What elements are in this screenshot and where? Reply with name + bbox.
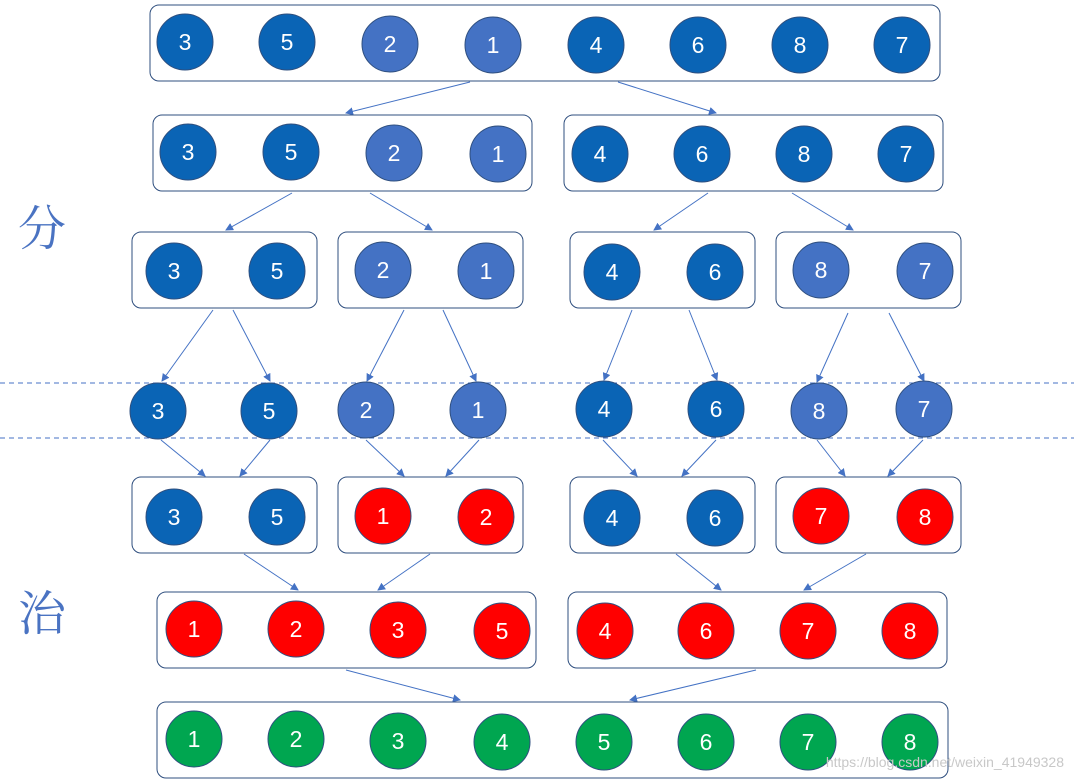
row-5-node-7 — [793, 488, 849, 544]
arrow-1 — [346, 82, 470, 113]
node-value: 8 — [812, 398, 826, 424]
row-5-node-1 — [355, 488, 411, 544]
node-value: 4 — [597, 396, 611, 422]
row-3-node-8 — [793, 242, 849, 298]
node-value: 3 — [167, 504, 181, 530]
node-value: 6 — [699, 618, 713, 644]
node-value: 3 — [151, 398, 165, 424]
arrow-2 — [618, 82, 716, 113]
arrow-18 — [446, 440, 479, 476]
row-4-node-1 — [450, 382, 506, 438]
node-value: 8 — [797, 141, 811, 167]
arrow-13 — [817, 313, 848, 382]
node-value: 1 — [486, 32, 500, 58]
node-value: 3 — [181, 139, 195, 165]
row-2-node-6 — [674, 126, 730, 182]
row-6-node-5 — [474, 603, 530, 659]
arrow-20 — [682, 440, 716, 476]
row-1-node-3 — [157, 14, 213, 70]
row-2-node-7 — [878, 126, 934, 182]
row-2-node-8 — [776, 126, 832, 182]
row-6-node-2 — [268, 601, 324, 657]
arrow-24 — [378, 554, 430, 590]
row-6-node-3 — [370, 602, 426, 658]
row-5-node-8 — [897, 489, 953, 545]
row-6-node-1 — [166, 601, 222, 657]
node-value: 1 — [187, 726, 201, 752]
row-3-node-3 — [146, 243, 202, 299]
row-1-node-6 — [670, 17, 726, 73]
conquer-label: 治 — [18, 586, 67, 642]
arrow-19 — [603, 440, 637, 476]
row-3-node-2 — [355, 242, 411, 298]
arrow-10 — [443, 310, 476, 381]
node-value: 7 — [814, 503, 828, 529]
arrow-6 — [792, 193, 853, 230]
node-value: 5 — [597, 729, 611, 755]
row-3-node-5 — [249, 243, 305, 299]
watermark-text: https://blog.csdn.net/weixin_41949328 — [825, 754, 1064, 770]
node-value: 8 — [814, 257, 828, 283]
row-6-node-8 — [882, 603, 938, 659]
node-value: 6 — [695, 141, 709, 167]
node-value: 3 — [178, 29, 192, 55]
node-value: 4 — [495, 729, 509, 755]
row-4-node-6 — [688, 381, 744, 437]
node-value: 6 — [691, 32, 705, 58]
node-value: 2 — [289, 726, 303, 752]
node-value: 3 — [167, 258, 181, 284]
row-7-node-1 — [166, 711, 222, 767]
node-value: 4 — [605, 259, 619, 285]
node-value: 2 — [383, 31, 397, 57]
node-value: 7 — [918, 258, 932, 284]
row-4-node-4 — [576, 381, 632, 437]
node-value: 5 — [495, 618, 509, 644]
node-value: 6 — [708, 505, 722, 531]
node-value: 4 — [589, 32, 603, 58]
arrow-28 — [630, 670, 756, 700]
node-value: 5 — [270, 258, 284, 284]
node-value: 5 — [270, 504, 284, 530]
row-3-node-7 — [897, 243, 953, 299]
row-6-node-4 — [577, 603, 633, 659]
node-value: 2 — [359, 397, 373, 423]
row-2-node-3 — [160, 124, 216, 180]
row-1-node-5 — [259, 14, 315, 70]
row-5-node-2 — [458, 489, 514, 545]
row-7-node-5 — [576, 714, 632, 770]
row-4-node-8 — [791, 383, 847, 439]
node-value: 3 — [391, 617, 405, 643]
node-value: 4 — [605, 505, 619, 531]
node-value: 8 — [918, 504, 932, 530]
node-value: 2 — [289, 616, 303, 642]
arrow-16 — [240, 440, 270, 476]
arrow-14 — [889, 313, 924, 381]
row-6-node-7 — [780, 603, 836, 659]
row-2-node-5 — [263, 124, 319, 180]
row-4-node-7 — [896, 381, 952, 437]
node-value: 5 — [284, 139, 298, 165]
row-2-node-1 — [470, 126, 526, 182]
row-7-node-3 — [370, 713, 426, 769]
row-1-node-1 — [465, 17, 521, 73]
arrow-12 — [689, 310, 717, 380]
row-7-node-4 — [474, 714, 530, 770]
arrow-3 — [226, 193, 292, 230]
node-value: 7 — [801, 729, 815, 755]
divide-label: 分 — [18, 201, 67, 257]
node-value: 2 — [479, 504, 493, 530]
arrow-17 — [366, 440, 404, 476]
row-7-node-6 — [678, 714, 734, 770]
arrow-27 — [346, 670, 460, 700]
row-4-node-5 — [241, 383, 297, 439]
node-value: 1 — [491, 141, 505, 167]
row-5-node-5 — [249, 489, 305, 545]
arrow-5 — [654, 193, 708, 230]
arrow-25 — [676, 554, 721, 590]
row-1-node-2 — [362, 16, 418, 72]
arrow-8 — [233, 310, 270, 381]
node-value: 5 — [280, 29, 294, 55]
node-value: 2 — [387, 140, 401, 166]
row-6-node-6 — [678, 603, 734, 659]
row-7-node-2 — [268, 711, 324, 767]
node-value: 1 — [187, 616, 201, 642]
row-1-node-7 — [874, 17, 930, 73]
row-5-node-3 — [146, 489, 202, 545]
row-1-node-8 — [772, 17, 828, 73]
node-value: 5 — [262, 398, 276, 424]
node-value: 1 — [479, 258, 493, 284]
arrow-7 — [162, 310, 213, 381]
row-4-node-2 — [338, 382, 394, 438]
node-value: 4 — [593, 141, 607, 167]
arrow-22 — [888, 440, 923, 476]
node-value: 4 — [598, 618, 612, 644]
arrow-4 — [370, 193, 432, 230]
row-2-node-4 — [572, 126, 628, 182]
node-value: 7 — [895, 32, 909, 58]
node-value: 3 — [391, 728, 405, 754]
node-value: 8 — [903, 729, 917, 755]
node-value: 6 — [699, 729, 713, 755]
arrow-15 — [161, 440, 205, 476]
node-value: 1 — [471, 397, 485, 423]
row-5-node-4 — [584, 490, 640, 546]
node-value: 7 — [917, 396, 931, 422]
node-value: 8 — [793, 32, 807, 58]
arrow-23 — [244, 554, 298, 590]
node-value: 8 — [903, 618, 917, 644]
node-value: 6 — [709, 396, 723, 422]
row-1-node-4 — [568, 17, 624, 73]
node-value: 2 — [376, 257, 390, 283]
row-3-node-4 — [584, 244, 640, 300]
row-3-node-6 — [687, 244, 743, 300]
row-2-node-2 — [366, 125, 422, 181]
row-3-node-1 — [458, 243, 514, 299]
node-value: 7 — [801, 618, 815, 644]
node-value: 7 — [899, 141, 913, 167]
arrow-21 — [817, 440, 845, 476]
arrow-26 — [804, 554, 866, 590]
row-5-node-6 — [687, 490, 743, 546]
node-value: 6 — [708, 259, 722, 285]
arrow-9 — [367, 310, 404, 381]
arrow-11 — [604, 310, 632, 380]
node-value: 1 — [376, 503, 390, 529]
row-4-node-3 — [130, 383, 186, 439]
